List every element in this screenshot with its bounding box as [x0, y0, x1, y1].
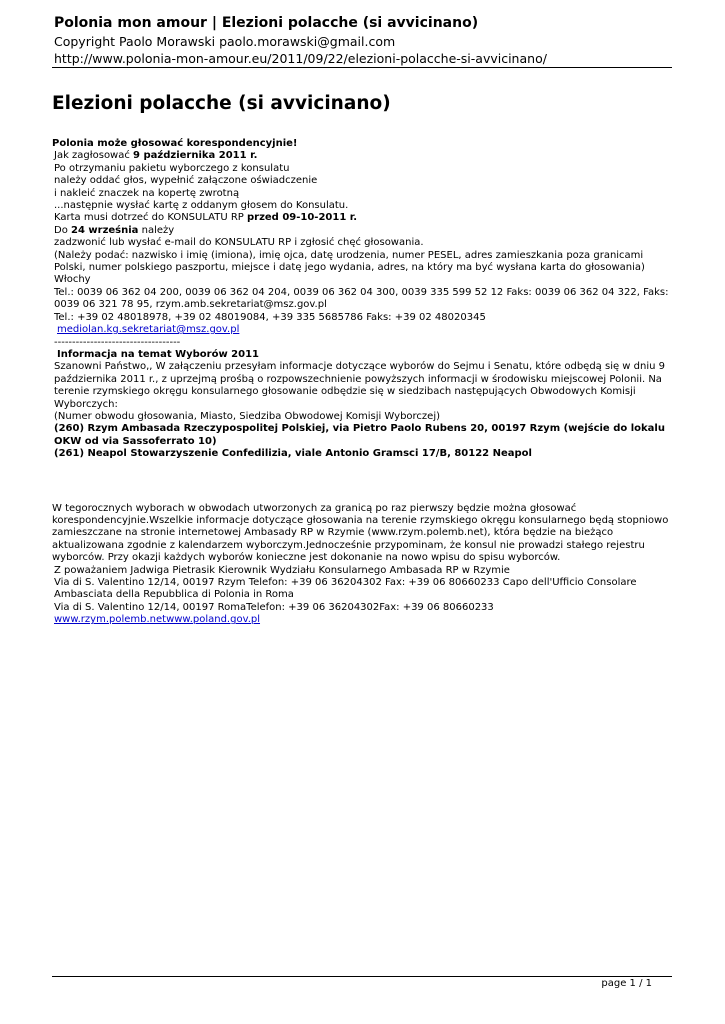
- required-info: (Należy podać: nazwisko i imię (imiona), imię ojca, datę urodzenia, numer PESEL, adres zamieszkania poza granicami Polski, numer polskiego paszportu, miejsce i datę jego wydania, adres, na który ma być wysłana karta do głosowania): [54, 249, 645, 274]
- address-rome: Via di S. Valentino 12/14, 00197 Rzym Telefon: +39 06 36204302 Fax: +39 06 80660233 Capo dell'Ufficio Consolare Ambasciata della Repubblica di Polonia in Roma: [54, 577, 637, 601]
- separator-line: -----------------------------------: [54, 336, 181, 348]
- header-divider: [52, 67, 672, 68]
- step-3: i nakleić znaczek na kopertę zwrotną: [54, 187, 240, 199]
- country-label: Włochy: [54, 274, 91, 286]
- rome-phones: Tel.: 0039 06 362 04 200, 0039 06 362 04 204, 0039 06 362 04 300, 0039 335 599 52 12 Faks: 0039 06 362 04 322, Faks: 0039 06 321 78 95, rzym.amb.sekretariat@msz.gov.pl: [54, 286, 669, 311]
- article-body: [52, 138, 676, 627]
- deadline-text: Karta musi dotrzeć do KONSULATU RP: [54, 212, 247, 224]
- step-1: Po otrzymaniu pakietu wyborczego z konsulatu: [54, 162, 290, 174]
- milan-email-link[interactable]: mediolan.kg.sekretariat@msz.gov.pl: [57, 324, 240, 336]
- until-date: 24 września: [71, 224, 139, 236]
- info-body: Szanowni Państwo,, W załączeniu przesyłam informacje dotyczące wyborów do Sejmu i Senatu, które odbędą się w dniu 9 października 2011 r., z uprzejmą prośbą o rozpowszechnienie powyższych informacji w środowisku miejscowej Polonii. Na terenie rzymskiego okręgu konsularnego głosowanie odbędzie się w siedzibach następujących Obwodowych Komisji Wyborczych:: [54, 361, 666, 410]
- signature: Z poważaniem Jadwiga Pietrasik Kierownik Wydziału Konsularnego Ambasada RP w Rzymie: [54, 564, 510, 576]
- document-header: [54, 14, 672, 67]
- deadline-line: [52, 212, 676, 224]
- deadline-date: przed 09-10-2011 r.: [246, 212, 358, 224]
- web-links-line: [52, 614, 676, 626]
- copyright-line: Copyright Paolo Morawski paolo.morawski@gmail.com: [54, 34, 396, 49]
- info-heading: Informacja na temat Wyborów 2011: [57, 348, 260, 360]
- spacer: [52, 461, 676, 503]
- source-url: http://www.polonia-mon-amour.eu/2011/09/22/elezioni-polacche-si-avvicinano/: [54, 51, 547, 66]
- until-line: [52, 225, 676, 237]
- address-roma: Via di S. Valentino 12/14, 00197 RomaTelefon: +39 06 36204302Fax: +39 06 80660233: [54, 601, 494, 613]
- web-links[interactable]: www.rzym.polemb.netwww.poland.gov.pl: [54, 614, 261, 626]
- milan-email-line: [52, 324, 676, 336]
- how-to-vote-text: Jak zagłosować: [54, 150, 134, 162]
- closing-paragraph: W tegorocznych wyborach w obwodach utworzonych za granicą po raz pierwszy będzie można głosować korespondencyjnie.Wszelkie informacje dotyczące głosowania na terenie rzymskiego okręgu konsularnego będą stopniowo zamieszczane na stronie internetowej Ambasady RP w Rzymie (www.rzym.polemb.net), która będzie na bieżąco aktualizowana zgodnie z kalendarzem wyborczym.Jednocześnie przypominam, że konsul nie prowadzi stałego rejestru wyborców. Przy okazji każdych wyborów konieczne jest dokonanie na nowo wpisu do spisu wyborców.: [52, 502, 669, 564]
- site-title: Polonia mon amour | Elezioni polacche (si avvicinano): [54, 15, 479, 31]
- step-2: należy oddać głos, wypełnić załączone oświadczenie: [54, 175, 318, 187]
- footer-divider: [52, 976, 672, 977]
- article-title: Elezioni polacche (si avvicinano): [52, 93, 391, 114]
- until-suffix: należy: [138, 224, 175, 236]
- how-to-vote-line: [52, 150, 676, 162]
- page-number: page 1 / 1: [601, 978, 652, 989]
- intro-heading: Polonia może głosować korespondencyjnie!: [52, 138, 298, 149]
- step-4: ...następnie wysłać kartę z oddanym głosem do Konsulatu.: [54, 200, 349, 212]
- until-prefix: Do: [54, 224, 71, 236]
- district-260: (260) Rzym Ambasada Rzeczypospolitej Polskiej, via Pietro Paolo Rubens 20, 00197 Rzym (wejście do lokalu OKW od via Sassoferrato 10): [54, 423, 665, 447]
- milan-phones: Tel.: +39 02 48018978, +39 02 48019084, +39 335 5685786 Faks: +39 02 48020345: [54, 311, 486, 323]
- district-261: (261) Neapol Stowarzyszenie Confedilizia, viale Antonio Gramsci 17/B, 80122 Neapol: [54, 448, 532, 460]
- columns-note: (Numer obwodu głosowania, Miasto, Siedziba Obwodowej Komisji Wyborczej): [54, 410, 441, 422]
- call-instruction: zadzwonić lub wysłać e-mail do KONSULATU RP i zgłosić chęć głosowania.: [54, 237, 424, 249]
- election-date: 9 października 2011 r.: [133, 150, 258, 162]
